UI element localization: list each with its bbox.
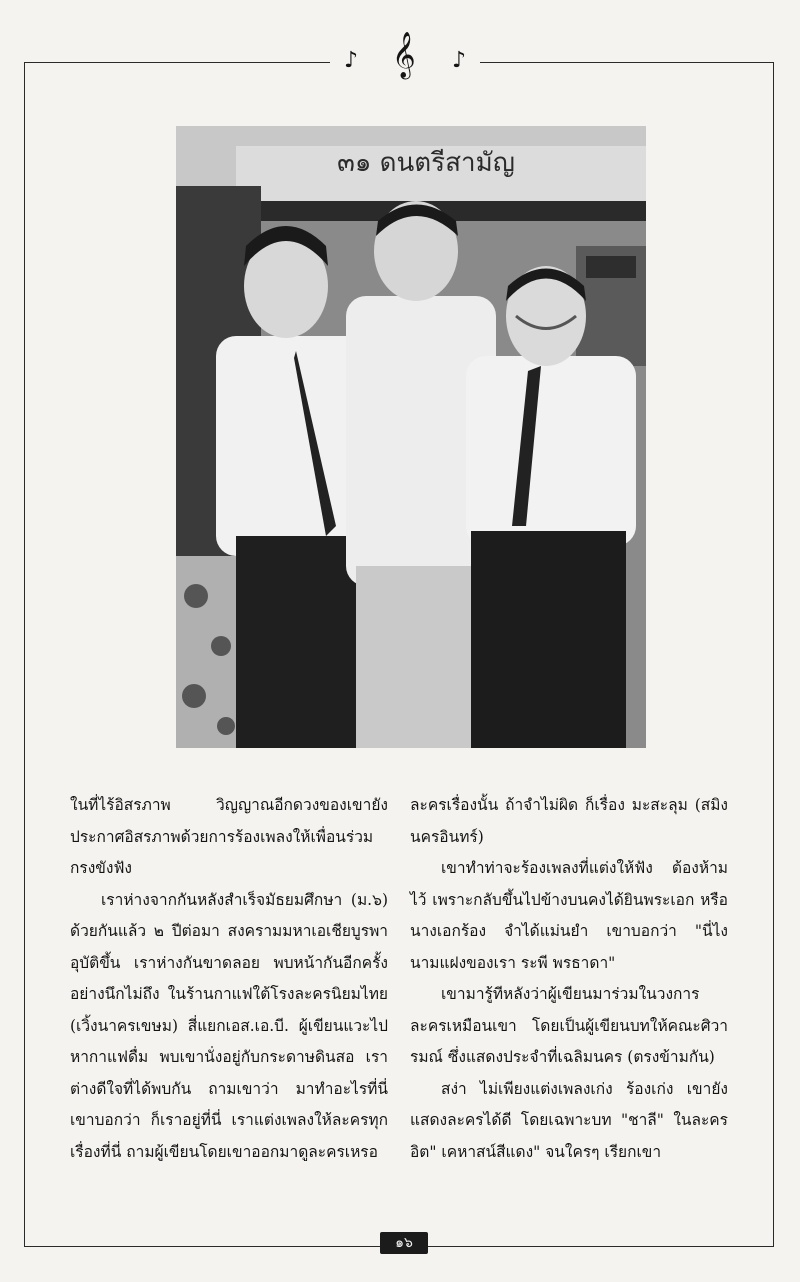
- paragraph: เขามารู้ทีหลังว่าผู้เขียนมาร่วมในวงการละครเหมือนเขา โดยเป็นผู้เขียนบทให้คณะศิวารมณ์ ซึ่งแสดงประจำที่เฉลิมนคร (ตรงข้ามกัน): [410, 985, 728, 1066]
- treble-clef-icon: 𝄞: [392, 32, 416, 78]
- music-notes-icon: [330, 30, 480, 82]
- eighth-note-icon: ♪: [344, 48, 359, 73]
- eighth-note-icon: ♪: [452, 48, 467, 73]
- paragraph: ละครเรื่องนั้น ถ้าจำไม่ผิด ก็เรื่อง มะสะลุม (สมิงนครอินทร์): [410, 796, 728, 846]
- paragraph: ในที่ไร้อิสรภาพ วิญญาณอีกดวงของเขายังประกาศอิสรภาพด้วยการร้องเพลงให้เพื่อนร่วมกรงขังฟัง: [70, 796, 388, 877]
- page-number: ๑๖: [380, 1232, 428, 1254]
- photograph: [176, 126, 646, 748]
- photo-sign-text: ๓๑ ดนตรีสามัญ: [337, 148, 515, 178]
- paragraph: เราห่างจากกันหลังสำเร็จมัธยมศึกษา (ม.๖) ด้วยกันแล้ว ๒ ปีต่อมา สงครามมหาเอเชียบูรพาอุบัติขึ้น เราห่างกันขาดลอย พบหน้ากันอีกครั้งอย่างนึกไม่ถึง ในร้านกาแฟใต้โรงละครนิยมไทย (เวิ้งนาครเขษม) สี่แยกเอส.เอ.บี. ผู้เขียนแวะไปหากาแฟดื่ม พบเขานั่งอยู่กับกระดาษดินสอ เราต่างดีใจที่ได้พบกัน ถามเขาว่า มาทำอะไรที่นี่ เขาบอกว่า ก็เราอยู่ที่นี่ เราแต่งเพลงให้ละครทุกเรื่องที่นี่ ถามผู้เขียนโดยเขาออกมาดูละครเหรอ: [70, 890, 388, 1161]
- left-text-column: [70, 790, 388, 1168]
- photograph-illustration: [176, 126, 646, 748]
- paragraph: เขาทำท่าจะร้องเพลงที่แต่งให้ฟัง ต้องห้ามไว้ เพราะกลับขึ้นไปข้างบนคงได้ยินพระเอก หรือนางเอกร้อง จำได้แม่นยำ เขาบอกว่า "นี่ไงนามแฝงของเรา ระพี พรธาดา": [410, 859, 728, 972]
- right-text-column: [410, 790, 728, 1168]
- paragraph: สง่า ไม่เพียงแต่งเพลงเก่ง ร้องเก่ง เขายังแสดงละครได้ดี โดยเฉพาะบท "ชาลี" ในละครอิต" เคหาสน์สีแดง" จนใครๆ เรียกเขา: [410, 1079, 728, 1161]
